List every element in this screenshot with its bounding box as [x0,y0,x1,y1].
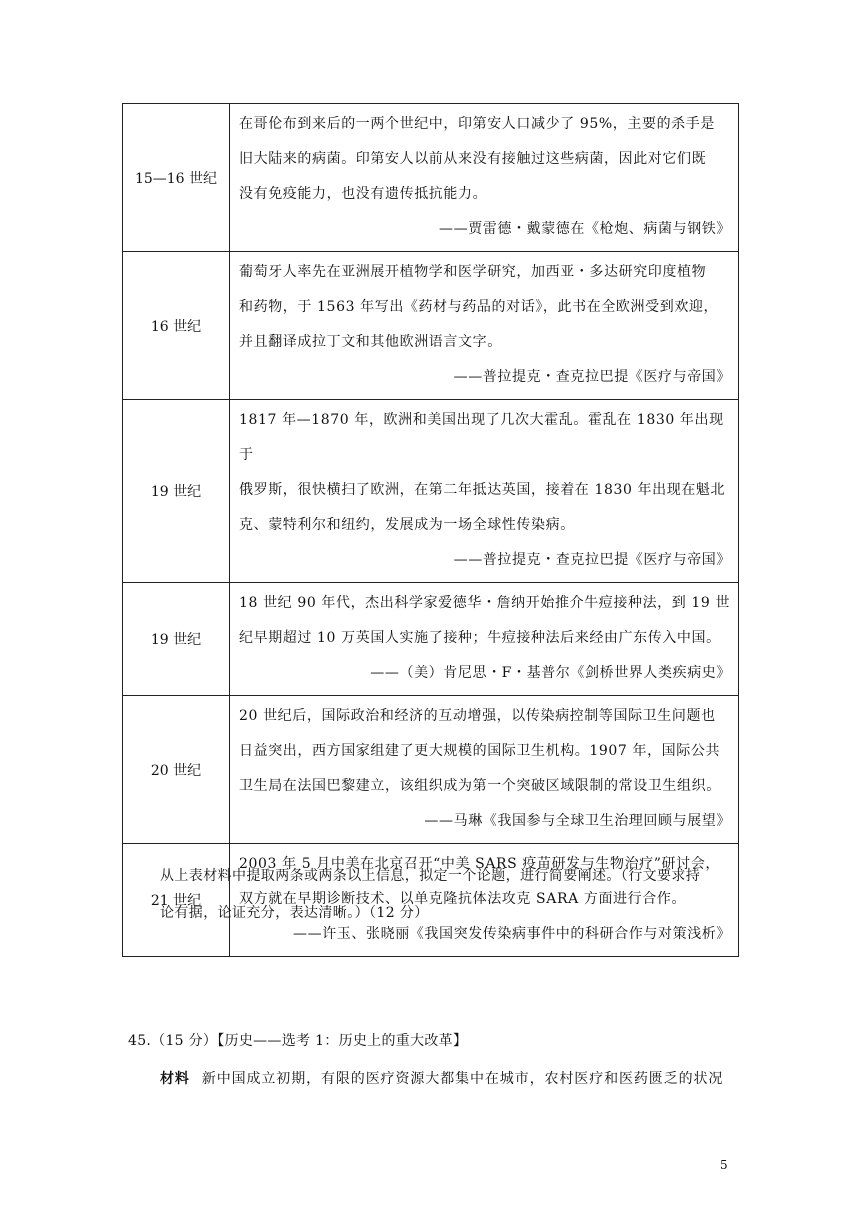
table-row [123,696,739,844]
era-cell: 15—16 世纪 [123,104,230,252]
source-citation: ——普拉提克・查克拉巴提《医疗与帝国》 [453,369,731,385]
question-line: 从上表材料中提取两条或两条以上信息，拟定一个论题，进行简要阐述。（行文要求持 [160,868,701,884]
page-number: 5 [720,1158,728,1172]
material-line: 在哥伦布到来后的一两个世纪中，印第安人口减少了 95%，主要的杀手是 [239,116,715,132]
material-line: 俄罗斯，很快横扫了欧洲，在第二年抵达英国，接着在 1830 年出现在魁北 [239,482,726,498]
table-row [123,583,739,696]
material-cell [230,252,739,400]
material-line: 纪早期超过 10 万英国人实施了接种；牛痘接种法后来经由广东传入中国。 [239,630,721,646]
material-line: 18 世纪 90 年代，杰出科学家爱德华・詹纳开始推介牛痘接种法，到 19 世 [239,595,731,611]
era-cell: 19 世纪 [123,400,230,583]
question-45-material [160,1068,723,1088]
material-label: 材料 [160,1071,190,1087]
material-cell [230,696,739,844]
question-45-heading: 45.（15 分）【历史——选考 1：历史上的重大改革】 [128,1033,468,1049]
material-line: 旧大陆来的病菌。印第安人以前从来没有接触过这些病菌，因此对它们既 [239,151,707,167]
material-line: 双方就在早期诊断技术、以单克隆抗体法攻克 SARA 方面进行合作。 [239,891,687,907]
table-row [123,400,739,583]
era-cell: 16 世纪 [123,252,230,400]
source-citation: ——马琳《我国参与全球卫生治理回顾与展望》 [424,813,731,829]
question-line: 论有据，论证充分，表达清晰。）（12 分） [160,905,429,921]
material-line: 卫生局在法国巴黎建立，该组织成为第一个突破区域限制的常设卫生组织。 [239,778,721,794]
material-line: 和药物，于 1563 年写出《药材与药品的对话》，此书在全欧洲受到欢迎， [239,299,719,315]
material-cell [230,400,739,583]
material-cell [230,104,739,252]
era-cell: 21 世纪 [123,844,230,957]
material-line: 2003 年 5 月中美在北京召开“中美 SARS 疫苗研发与生物治疗”研讨会， [239,856,720,872]
material-line: 没有免疫能力，也没有遗传抵抗能力。 [239,186,488,202]
source-citation: ——贾雷德・戴蒙德在《枪炮、病菌与钢铁》 [439,221,731,237]
material-line: 1817 年—1870 年，欧洲和美国出现了几次大霍乱。霍乱在 1830 年出现于 [239,412,724,463]
source-citation: ——（美）肯尼思・F・基普尔《剑桥世界人类疾病史》 [370,665,731,681]
material-line: 并且翻译成拉丁文和其他欧洲语言文字。 [239,334,502,350]
material-line: 克、蒙特利尔和纽约，发展成为一场全球性传染病。 [239,517,575,533]
era-cell: 20 世纪 [123,696,230,844]
question-44-prompt [160,858,744,932]
history-materials-table [122,103,739,957]
material-line: 20 世纪后，国际政治和经济的互动增强，以传染病控制等国际卫生问题也 [239,708,716,724]
era-cell: 19 世纪 [123,583,230,696]
material-cell [230,583,739,696]
material-line: 日益突出，西方国家组建了更大规模的国际卫生机构。1907 年，国际公共 [239,743,721,759]
table-row [123,104,739,252]
source-citation: ——普拉提克・查克拉巴提《医疗与帝国》 [453,552,731,568]
table-row [123,252,739,400]
material-text: 新中国成立初期，有限的医疗资源大都集中在城市，农村医疗和医药匮乏的状况 [201,1071,724,1087]
source-citation: ——许玉、张晓丽《我国突发传染病事件中的科研合作与对策浅析》 [293,926,731,942]
material-line: 葡萄牙人率先在亚洲展开植物学和医学研究，加西亚・多达研究印度植物 [239,264,707,280]
